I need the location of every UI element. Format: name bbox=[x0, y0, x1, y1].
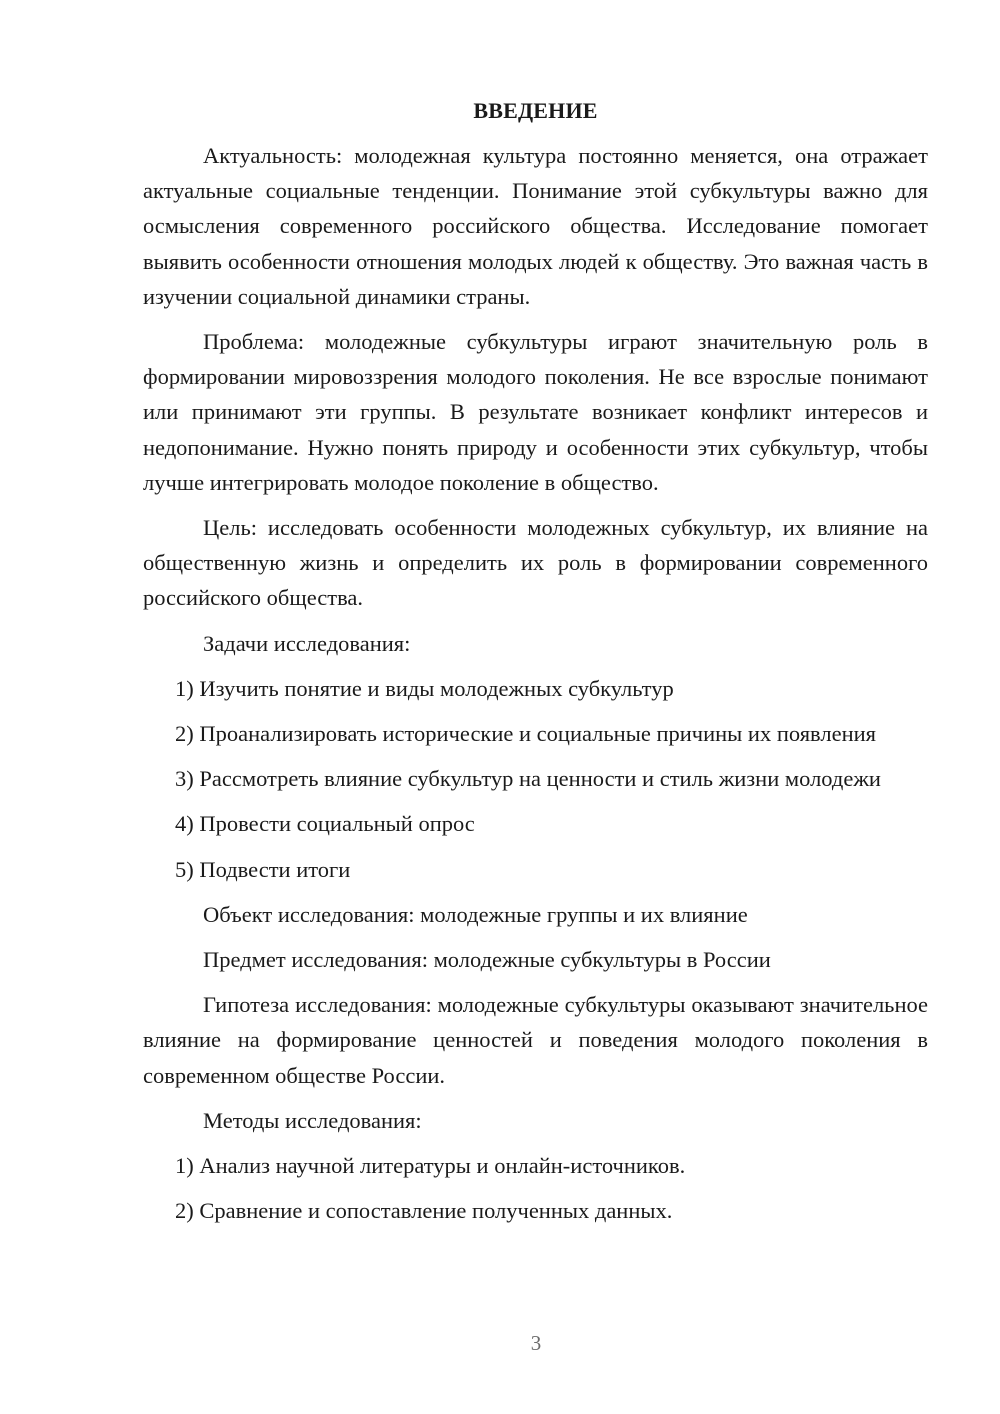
task-item: 5) Подвести итоги bbox=[175, 856, 351, 882]
task-item: 4) Провести социальный опрос bbox=[175, 811, 475, 837]
object-line: Объект исследования: молодежные группы и их влияние bbox=[203, 901, 748, 927]
subject-line: Предмет исследования: молодежные субкультуры в России bbox=[203, 947, 771, 973]
page-number: 3 bbox=[530, 1331, 542, 1355]
tasks-heading: Задачи исследования: bbox=[203, 630, 411, 656]
relevance-paragraph: Актуальность: молодежная культура постоянно меняется, она отражает актуальные социальные тенденции. Понимание этой субкультуры важно для осмысления современного российского общества. Исследование помогает выявить особенности отношения молодых людей к обществу. Это важная часть в изучении социальной динамики страны. bbox=[143, 143, 928, 309]
method-item: 2) Сравнение и сопоставление полученных данных. bbox=[175, 1198, 673, 1224]
hypothesis-paragraph: Гипотеза исследования: молодежные субкультуры оказывают значительное влияние на формирование ценностей и поведения молодого поколения в современном обществе России. bbox=[143, 992, 928, 1088]
methods-heading: Методы исследования: bbox=[203, 1107, 422, 1133]
task-item: 1) Изучить понятие и виды молодежных субкультур bbox=[175, 675, 674, 701]
goal-paragraph: Цель: исследовать особенности молодежных субкультур, их влияние на общественную жизнь и определить их роль в формировании современного российского общества. bbox=[143, 515, 928, 611]
task-item: 2) Проанализировать исторические и социальные причины их появления bbox=[175, 721, 877, 747]
task-item: 3) Рассмотреть влияние субкультур на ценности и стиль жизни молодежи bbox=[175, 766, 881, 792]
section-title: ВВЕДЕНИЕ bbox=[473, 98, 598, 123]
page-content bbox=[143, 93, 928, 1238]
problem-paragraph: Проблема: молодежные субкультуры играют значительную роль в формировании мировоззрения молодого поколения. Не все взрослые понимают или принимают эти группы. В результате возникает конфликт интересов и недопонимание. Нужно понять природу и особенности этих субкультур, чтобы лучше интегрировать молодое поколение в общество. bbox=[143, 329, 928, 495]
method-item: 1) Анализ научной литературы и онлайн-источников. bbox=[175, 1153, 686, 1179]
